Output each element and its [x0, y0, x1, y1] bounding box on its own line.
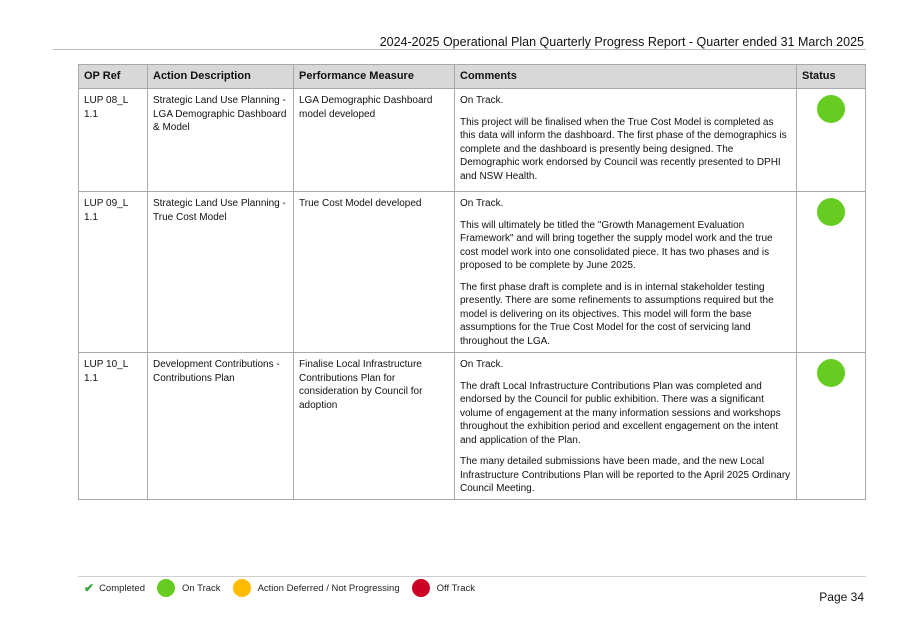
- action-description-cell: Development Contributions - Contributions Plan: [148, 353, 294, 500]
- legend-label: Action Deferred / Not Progressing: [257, 582, 400, 594]
- column-header-performance-measure: Performance Measure: [294, 65, 455, 89]
- report-header-title: 2024-2025 Operational Plan Quarterly Progress Report - Quarter ended 31 March 2025: [379, 35, 864, 49]
- comment-paragraph: The draft Local Infrastructure Contributions Plan was completed and endorsed by the Council for public exhibition. There was a significant volume of engagement at the many information sessions and workshops throughout the exhibition period and excellent engagement on the intent and application of the Plan.: [460, 380, 781, 446]
- comments-cell: [455, 89, 797, 192]
- progress-table: [78, 64, 866, 500]
- table-row: [79, 89, 866, 192]
- action-description-cell: Strategic Land Use Planning - True Cost Model: [148, 192, 294, 353]
- comments-cell: [455, 353, 797, 500]
- page-number: Page 34: [819, 590, 864, 604]
- comments-cell: [455, 192, 797, 353]
- legend-item-on-track: [157, 579, 221, 597]
- status-on-track-indicator: [817, 359, 845, 387]
- check-icon: ✔: [84, 581, 95, 595]
- comment-paragraph: The many detailed submissions have been made, and the new Local Infrastructure Contributions Plan will be reported to the April 2025 Ordinary Council Meeting.: [460, 456, 791, 494]
- status-cell: [797, 353, 866, 500]
- status-on-track-indicator: [817, 198, 845, 226]
- comment-paragraph: The first phase draft is complete and is in internal stakeholder testing presently. There are some refinements to assumptions required but the model is delivering on its objectives. This model will form the base assumptions for the True Cost Model for the cost of servicing land throughout the LGA.: [460, 281, 774, 347]
- comment-paragraph: On Track.: [460, 198, 504, 209]
- comment-paragraph: On Track.: [460, 359, 504, 370]
- legend-label: Completed: [99, 582, 146, 594]
- table-header-row: [79, 65, 866, 89]
- red-dot-icon: [412, 579, 430, 597]
- table-row: [79, 192, 866, 353]
- column-header-op-ref: OP Ref: [79, 65, 148, 89]
- green-dot-icon: [157, 579, 175, 597]
- legend-item-off-track: [412, 579, 475, 597]
- legend-item-completed: [84, 581, 145, 595]
- footer-divider: [78, 576, 866, 577]
- header-divider: [53, 49, 866, 50]
- comment-paragraph: On Track.: [460, 95, 504, 106]
- performance-measure-cell: Finalise Local Infrastructure Contributions Plan for consideration by Council for adoption: [294, 353, 455, 500]
- status-on-track-indicator: [817, 95, 845, 123]
- table-row: [79, 353, 866, 500]
- legend-item-deferred: [233, 579, 400, 597]
- legend-label: Off Track: [436, 582, 475, 594]
- performance-measure-cell: True Cost Model developed: [294, 192, 455, 353]
- column-header-comments: Comments: [455, 65, 797, 89]
- status-cell: [797, 192, 866, 353]
- status-legend: [84, 579, 487, 597]
- performance-measure-cell: LGA Demographic Dashboard model developed: [294, 89, 455, 192]
- op-ref-cell: LUP 10_L 1.1: [79, 353, 148, 500]
- comment-paragraph: This will ultimately be titled the "Growth Management Evaluation Framework" and will bring together the supply model work and the true cost model work into one consolidated piece. It has two phases and is proposed to be complete by June 2025.: [460, 219, 773, 271]
- column-header-action-description: Action Description: [148, 65, 294, 89]
- action-description-cell: Strategic Land Use Planning - LGA Demographic Dashboard & Model: [148, 89, 294, 192]
- comment-paragraph: This project will be finalised when the True Cost Model is completed as this data will inform the dashboard. The first phase of the demographics is complete and the dashboard is presently being designed. The Demographic work endorsed by Council was recently presented to DPHI and NSW Health.: [460, 116, 787, 182]
- legend-label: On Track: [182, 582, 221, 594]
- column-header-status: Status: [797, 65, 866, 89]
- status-cell: [797, 89, 866, 192]
- amber-dot-icon: [233, 579, 251, 597]
- op-ref-cell: LUP 09_L 1.1: [79, 192, 148, 353]
- op-ref-cell: LUP 08_L 1.1: [79, 89, 148, 192]
